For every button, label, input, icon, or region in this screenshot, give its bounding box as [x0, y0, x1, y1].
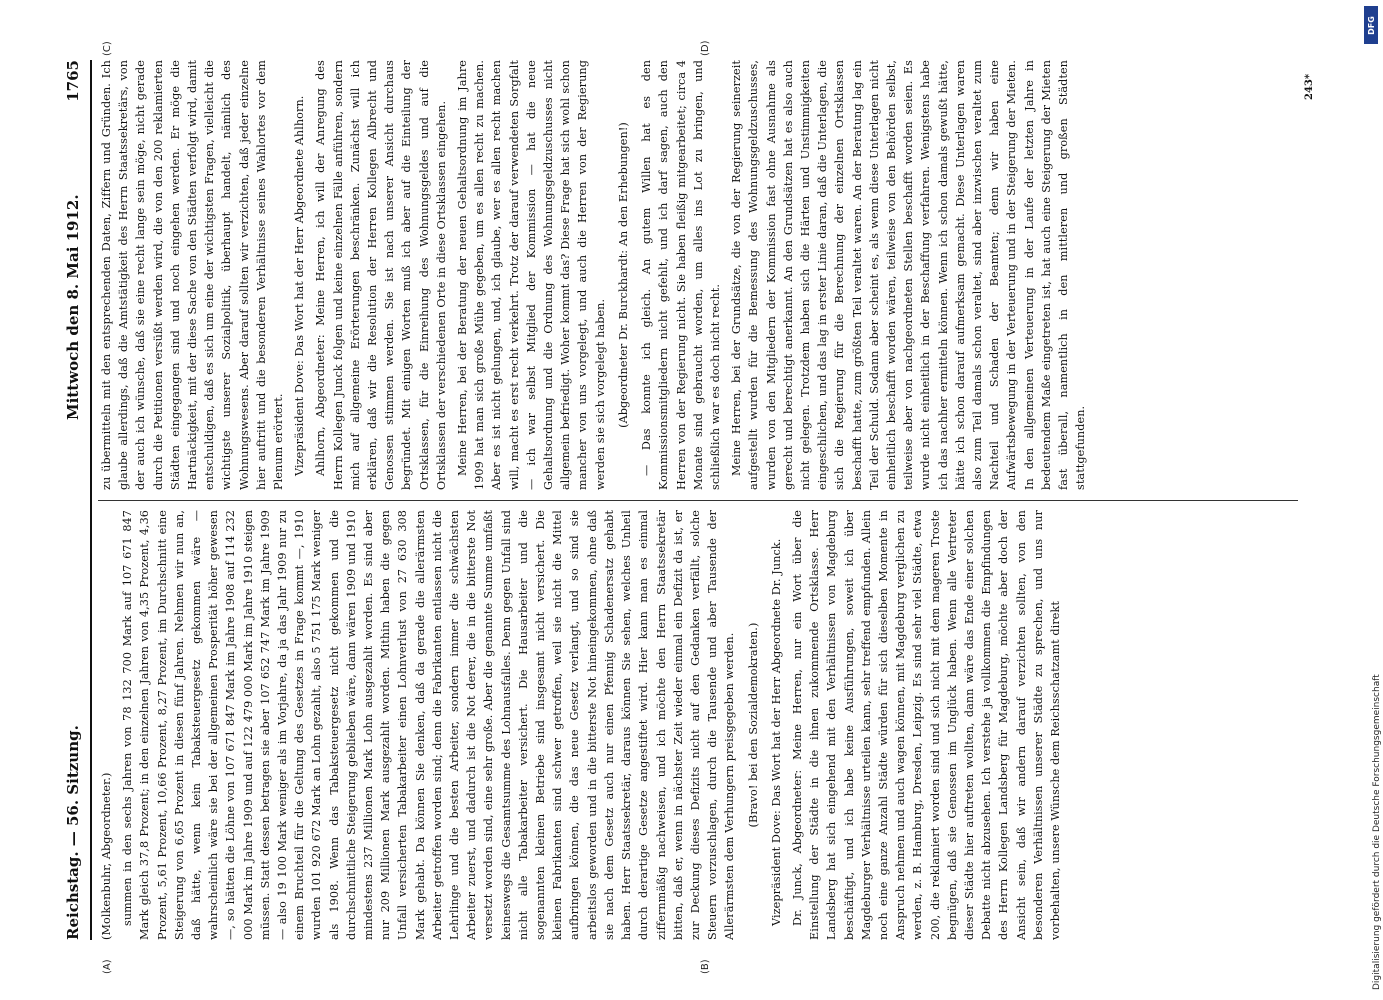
digitization-note: Digitalisierung gefördert durch die Deutsche Forschungsgemeinschaft [1372, 674, 1382, 990]
dfg-logo-text: DFG [1366, 15, 1376, 35]
page-header [60, 60, 90, 940]
paragraph: Vizepräsident Dove: Das Wort hat der Herr Abgeordnete Dr. Junck. [769, 538, 783, 926]
right-column [98, 60, 1320, 490]
header-date: Mittwoch den 8. Mai 1912. [64, 194, 82, 420]
paragraph: Meine Herren, bei der Beratung der neuen Gehaltsordnung im Jahre 1909 hat man sich große Mühe gegeben, um es allen recht zu machen. Aber es ist nicht gelungen, und, ich glaube, wer es allen recht machen will, macht es erst recht verkehrt. Trotz der darauf verwendeten Sorgfalt — ich war selbst Mitglied der Kommission — hat die neue Gehaltsordnung und die Ordnung des Wohnungsgeldzuschusses nicht allgemein befriedigt. Woher kommt das? Diese Frage hat sich wohl schon mancher von uns vorgelegt, und auch die Herren von der Regierung werden sie sich vorgelegt haben. [456, 60, 607, 490]
margin-mark-a: (A) [102, 959, 113, 974]
speaker-heading: (Molkenbuhr, Abgeordneter.) [100, 772, 113, 940]
column-divider [98, 500, 1298, 501]
dfg-logo [1364, 6, 1378, 44]
signature-mark: 243* [1304, 73, 1315, 100]
rotated-newspaper-page [60, 40, 1320, 974]
interjection: (Abgeordneter Dr. Burckhardt: An den Erhebungen!) [616, 122, 630, 428]
page-number: 1765 [64, 60, 82, 102]
paragraph: Dr. Junck, Abgeordneter: Meine Herren, nur ein Wort über die Einstellung der Städte in die ihnen zukommende Ortsklasse. Herr Landsberg hat sich eingehend mit den Verhältnissen von Magdeburg beschäftigt, und ich habe keine Ausführungen, soweit ich über Magdeburger Verhältnisse urteilen kann, sehr treffend empfunden. Allein noch eine ganze Anzahl Städte würden für sich dieselben Momente in Anspruch nehmen und auch wagen können, mit Magdeburg verglichen zu werden, z. B. Hamburg, Dresden, Leipzig. Es sind sehr viel Städte, etwa 200, die reklamiert worden sind und sich nicht mit dem mageren Troste begnügen, daß sie Genossen im Unglück haben. Wenn alle Vertreter dieser Städte hier auftreten wollten, dann wäre das Ende einer solchen Debatte nicht abzusehen. Ich verstehe ja vollkommen die Empfindungen des Herrn Kollegen Landsberg für Magdeburg, möchte aber doch der Ansicht sein, daß wir andern darauf verzichten sollten, von den besonderen Verhältnissen unserer Städte zu sprechen, und uns nur vorbehalten, unsere Wünsche dem Reichsschatzamt direkt [790, 510, 1062, 940]
paragraph: zu übermitteln mit den entsprechenden Daten, Ziffern und Gründen. Ich glaube allerdings, daß die Amtstätigkeit des Herrn Staatssekretärs, von der auch ich wünsche, daß sie eine recht lange sein möge, nicht gerade durch die Petitionen versüßt werden wird, die von den 200 reklamierten Städten eingegangen sind und noch eingehen werden. Er möge die Hartnäckigkeit, mit der diese Sache von den Städten verfolgt wird, damit entschuldigen, daß es sich um eine der wichtigsten Fragen, vielleicht die wichtigste unserer Sozialpolitik, überhaupt handelt, nämlich des Wohnungswesens. Aber darauf sollten wir verzichten, daß jeder einzelne hier auftritt und die besonderen Verhältnisse seines Wahlortes vor dem Plenum erörtert. [100, 60, 286, 490]
applause-note: (Bravo! bei den Sozialdemokraten.) [746, 622, 760, 828]
margin-mark-c: (C) [102, 41, 113, 56]
paragraph: summen in den sechs Jahren von 78 132 700 Mark auf 107 671 847 Mark gleich 37,8 Prozent; in den einzelnen Jahren von 4,35 Prozent, 4,36 Prozent, 5,61 Prozent, 10,66 Prozent, 8,27 Prozent, im Durchschnitt eine Steigerung von 6,65 Prozent in diesen fünf Jahren. Nehmen wir nun an, daß hätte, wenn kein Tabaksteuergesetz gekommen wäre — wahrscheinlich wäre sie bei der allgemeinen Prosperität höher gewesen —, so hätten die Löhne von 107 671 847 Mark im Jahre 1908 auf 114 232 000 Mark im Jahre 1909 und auf 122 479 000 Mark im Jahre 1910 steigen müssen. Statt dessen betragen sie aber 107 652 747 Mark im Jahre 1909 — also 19 100 Mark weniger als im Vorjahre, da ja das Jahr 1909 nur zu einem Bruchteil für die Geltung des Gesetzes in Frage kommt —, 1910 wurden 101 920 672 Mark an Lohn gezahlt, also 5 751 175 Mark weniger als 1908. Wenn das Tabaksteuergesetz nicht gekommen und die durchschnittliche Steigerung geblieben wäre, dann wären 1909 und 1910 mindestens 237 Millionen Mark Lohn ausgezahlt worden. Es sind aber nur 209 Millionen Mark ausgezahlt worden. Mithin haben die gegen Unfall versicherten Tabakarbeiter einen Lohnverlust von 27 630 308 Mark gehabt. Da können Sie denken, daß da gerade die allerärmsten Arbeiter getroffen worden sind; denn die Fabrikanten entlassen nicht die Lehrlinge und die besten Arbeiter, sondern immer die schwächsten Arbeiter zuerst, und dadurch ist die Not derer, die in die bitterste Not versetzt worden sind, eine sehr große. Aber die genannte Summe umfaßt keineswegs die Gesamtsumme des Lohnausfalles. Denn gegen Unfall sind nicht alle Tabakarbeiter versichert. Die Hausarbeiter und die sogenannten kleinen Betriebe sind insgesamt nicht versichert. Die kleinen Fabrikanten sind schwer getroffen, weil sie nicht die Mittel aufbringen können, die das neue Gesetz verlangt, und so sind sie arbeitslos geworden und in die bitterste Not hineingekommen, ohne daß sie nach dem Gesetz auch nur einen Pfennig Schadenersatz gehabt haben. Herr Staatssekretär, daraus können Sie sehen, welches Unheil durch derartige Gesetze angestiftet wird. Hier kann man es einmal ziffernmäßig nachweisen, und ich möchte den Herrn Staatssekretär bitten, daß er, wenn in nächster Zeit wieder einmal ein Defizit da ist, er zur Deckung dieses Defizits nicht auf den Gedanken verfällt, solche Steuern vorzuschlagen, durch die Tausende und aber Tausende der Allerärmsten dem Verhungern preisgegeben werden. [121, 510, 737, 940]
paragraph: Vizepräsident Dove: Das Wort hat der Herr Abgeordnete Ahlhorn. [293, 95, 307, 476]
paragraph: Meine Herren, bei der Grundsätze, die von der Regierung seinerzeit aufgestellt wurden für die Bemessung des Wohnungsgeldzuschusses, wurden von den Mitgliedern der Kommission fast ohne Ausnahme als gerecht und berechtigt anerkannt. An den Grundsätzen hat es also auch nicht gelegen. Trotzdem haben sich die Härten und Unstimmigkeiten eingeschlichen, und das lag in erster Linie daran, daß die Unterlagen, die sich die Regierung für die Berechnung der einzelnen Ortsklassen beschafft hatte, zum größten Teil veraltet waren. An der Beratung lag ein Teil der Schuld. Sodann aber scheint es, als wenn diese Unterlagen nicht einheitlich beschafft worden wären, teilweise von den Behörden selbst, teilweise aber von nachgeordneten Stellen beschafft worden seien. Es wurde nicht einheitlich in der Beschaffung verfahren. Wenigstens habe ich das nachher ermitteln können. Wenn ich schon damals gewußt hätte, hätte ich schon darauf aufmerksam gemacht. Diese Unterlagen waren also zum Teil damals schon veraltet, sind aber inzwischen veraltet zum Nachteil und Schaden der Beamten; denn wir haben eine Aufwärtsbewegung in der Verteuerung und in der Steigerung der Mieten. In den allgemeinen Verteuerung in der Laufe der letzten Jahre in bedeutendem Maße eingetreten ist, hat auch eine Steigerung der Mieten fast überall, namentlich in den mittleren und großen Städten stattgefunden. [730, 60, 1088, 490]
margin-mark-b: (B) [700, 959, 711, 974]
paragraph: — Das konnte ich gleich. An gutem Willen hat es den Kommissionsmitgliedern nicht gefehlt, und ich darf sagen, auch den Herren von der Regierung nicht. Sie haben fleißig mitgearbeitet; circa 4 Monate sind gebraucht worden, um alles ins Lot zu bringen, und schließlich war es doch nicht recht. [640, 60, 722, 490]
header-left: Reichstag. — 56. Sitzung. [64, 725, 82, 940]
margin-mark-d: (D) [700, 40, 711, 56]
paragraph: Ahlhorn, Abgeordneter: Meine Herren, ich will der Anregung des Herrn Kollegen Junck folgen und keine einzelnen Fälle anführen, sondern mich auf allgemeine Erörterungen beschränken. Zunächst will ich erklären, daß wir die Resolution der Herren Kollegen Albrecht und Genossen stimmen werden. Sie ist nach unserer Ansicht durchaus begründet. Mit einigen Worten muß ich aber auf die Einteilung der Ortsklassen, für die Einreihung des Wohnungsgeldes und auf die Ortsklassen der verschiedenen Orte in diese Ortsklassen eingehen. [314, 60, 448, 490]
left-column [98, 510, 1320, 940]
header-rule [90, 60, 92, 940]
